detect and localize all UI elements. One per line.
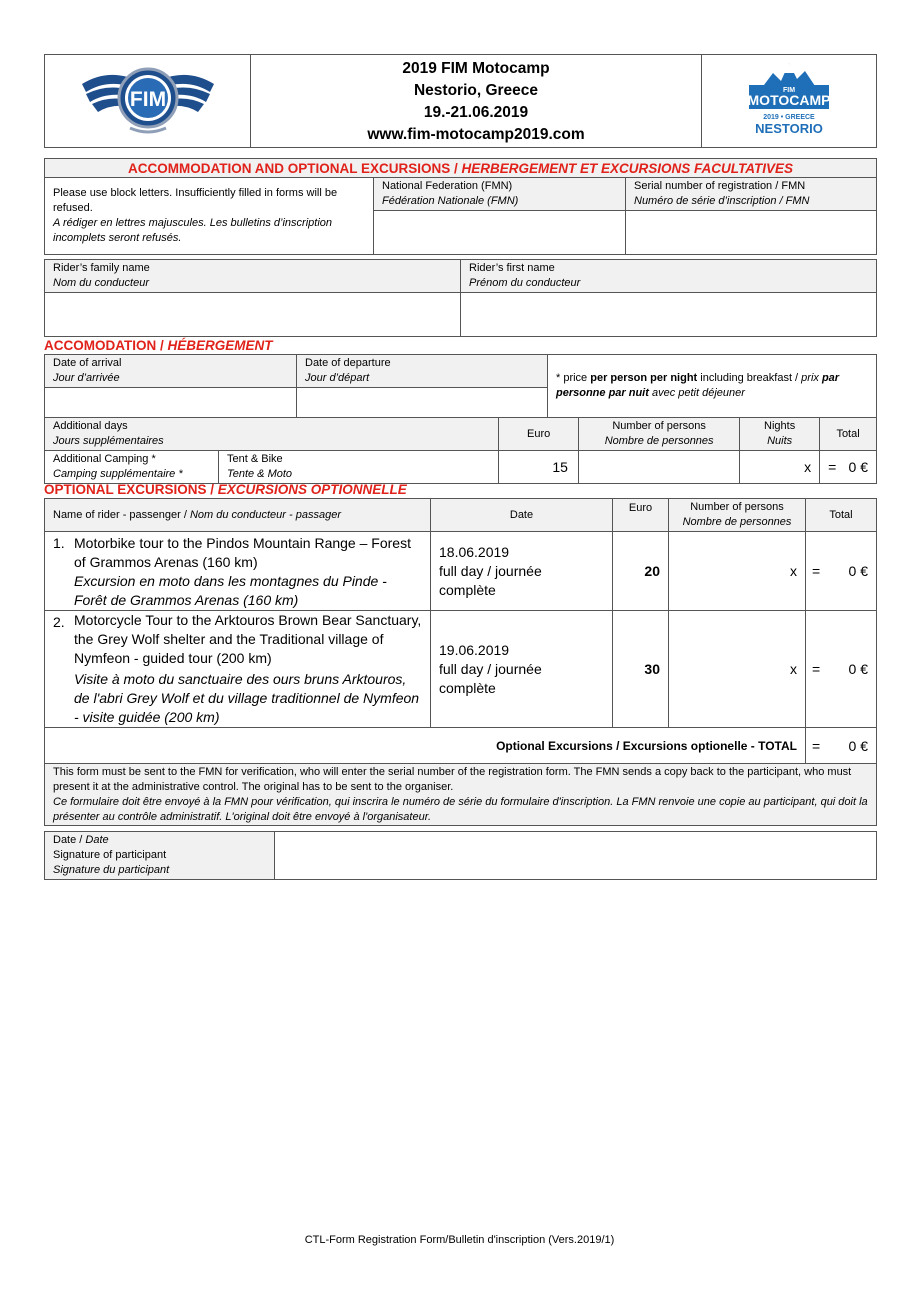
nights-header-fr: Nuits: [767, 435, 793, 447]
excursion-name-header-cell: [45, 499, 431, 532]
motocamp-logo-fim: FIM: [782, 86, 796, 94]
excursion-total-header: Total: [829, 508, 853, 521]
price-note-bold: per person per night: [590, 372, 698, 384]
section1-title-bar: [44, 158, 877, 178]
event-website[interactable]: www.fim-motocamp2019.com: [367, 125, 585, 143]
departure-label-cell: [297, 355, 548, 388]
excursion-1-total: 0 €: [848, 563, 868, 579]
camping-label-cell: [45, 451, 219, 484]
arrival-label-en: Date of arrival: [53, 357, 122, 369]
family-name-label-cell: [45, 260, 461, 293]
accommodation-pricing-table: [44, 417, 877, 484]
signature-label-en: Signature of participant: [53, 849, 167, 861]
event-title: 2019 FIM Motocamp: [402, 59, 550, 77]
persons-header-fr: Nombre de personnes: [604, 435, 714, 447]
section1-title-en: ACCOMMODATION AND OPTIONAL EXCURSIONS /: [127, 161, 462, 176]
excursions-table: [44, 498, 877, 765]
tent-label-en: Tent & Bike: [227, 453, 283, 465]
event-location: Nestorio, Greece: [413, 81, 539, 99]
accommodation-title: [44, 337, 273, 355]
accommodation-title-fr: HÉBERGEMENT: [167, 338, 273, 353]
fmn-label-en: National Federation (FMN): [382, 180, 513, 192]
accommodation-title-en: ACCOMODATION /: [44, 338, 168, 353]
excursion-2-date: 19.06.2019: [439, 641, 510, 658]
total-header: Total: [836, 427, 860, 440]
excursions-title-fr: EXCURSIONS OPTIONNELLE: [217, 482, 407, 497]
excursions-total-label-cell: [45, 728, 806, 765]
serial-label-en: Serial number of registration / FMN: [634, 180, 806, 192]
excursion-1-x: x: [790, 563, 797, 579]
excursion-2-num: 2.: [53, 614, 65, 630]
instructions-en: Please use block letters. Insufficiently filled in forms will be refused.: [53, 187, 338, 214]
footer-note-fr: Ce formulaire doit être envoyé à la FMN pour vérification, qui inscrira le numéro de série du formulaire d'inscription. La FMN renvoie une copie au participant, qui doit la présenter au contrôle administratif. L'original doit être envoyé à l'organisateur.: [53, 796, 868, 823]
excursion-1-total-cell: [806, 532, 877, 611]
excursion-2-duration: full day / journée complète: [439, 660, 542, 696]
euro-header: Euro: [527, 427, 551, 440]
price-note-bold-it: par personne par nuit: [556, 372, 840, 399]
motocamp-logo-name: MOTOCAMP: [747, 91, 831, 108]
excursion-1-num: 1.: [53, 535, 65, 551]
signature-date-fr: Date: [85, 834, 109, 846]
motocamp-logo-icon: [743, 59, 835, 139]
fmn-label-fr: Fédération Nationale (FMN): [382, 195, 519, 207]
fim-logo-text: FIM: [129, 87, 166, 111]
camping-persons-input-cell[interactable]: [579, 451, 740, 484]
arrival-label-fr: Jour d’arrivée: [53, 372, 120, 384]
first-name-label-cell: [461, 260, 877, 293]
instructions-cell: [45, 178, 374, 255]
rider-name-table: [44, 259, 877, 337]
first-name-input-cell[interactable]: [461, 293, 877, 337]
excursion-row-1: [45, 532, 877, 611]
motocamp-logo-sub: 2019 • GREECE: [763, 113, 815, 121]
excursion-1-en: Motorbike tour to the Pindos Mountain Range – Forest of Grammos Arenas (160 km): [74, 535, 411, 570]
excursions-title-en: OPTIONAL EXCURSIONS /: [44, 482, 218, 497]
departure-input-cell[interactable]: [297, 388, 548, 419]
signature-input-cell[interactable]: [275, 832, 877, 880]
section1-title-fr: HERBERGEMENT ET EXCURSIONS FACULTATIVES: [461, 161, 794, 176]
first-name-label-en: Rider’s first name: [469, 262, 555, 274]
excursion-1-price-cell: [613, 532, 669, 611]
arrival-label-cell: [45, 355, 297, 388]
fmn-label-cell: [374, 178, 626, 211]
departure-label-en: Date of departure: [305, 357, 391, 369]
first-name-label-fr: Prénom du conducteur: [469, 277, 581, 289]
excursion-name-header-fr: Nom du conducteur - passager: [189, 508, 341, 521]
footer-note-box: [44, 763, 877, 826]
excursion-1-fr: Excursion en moto dans les montagnes du Pinde - Forêt de Grammos Arenas (160 km): [74, 573, 387, 608]
excursion-2-price-cell: [613, 611, 669, 728]
excursion-2-desc-cell: [45, 611, 431, 728]
excursion-1-eq: =: [812, 563, 821, 579]
price-note-cell: [548, 355, 877, 419]
price-note-star: * price: [556, 372, 591, 384]
camping-price-cell: [499, 451, 579, 484]
excursion-2-persons-input-cell[interactable]: [669, 611, 806, 728]
excursion-1-persons-input-cell[interactable]: [669, 532, 806, 611]
signature-table: [44, 831, 877, 880]
excursion-1-date: 18.06.2019: [439, 543, 510, 560]
excursions-total-label: Optional Excursions / Excursions optionelle - TOTAL: [496, 739, 797, 753]
excursion-persons-header-en: Number of persons: [690, 501, 784, 513]
signature-date-en: Date /: [53, 834, 86, 846]
family-name-label-fr: Nom du conducteur: [53, 277, 149, 289]
tent-label-fr: Tente & Moto: [227, 468, 293, 480]
excursion-row-2: [45, 611, 877, 728]
camping-label-en: Additional Camping *: [53, 453, 156, 465]
price-note-mid: including breakfast /: [697, 372, 802, 384]
accommodation-dates-table: [44, 354, 877, 419]
additional-days-label-fr: Jours supplémentaires: [53, 435, 164, 447]
excursion-2-total-cell: [806, 611, 877, 728]
family-name-label-en: Rider’s family name: [53, 262, 150, 274]
departure-label-fr: Jour d’départ: [305, 372, 370, 384]
tent-label-cell: [219, 451, 499, 484]
arrival-input-cell[interactable]: [45, 388, 297, 419]
excursion-name-header-en: Name of rider - passenger /: [53, 508, 190, 521]
excursion-2-total: 0 €: [848, 661, 868, 677]
page-footer: CTL-Form Registration Form/Bulletin d'inscription (Vers.2019/1): [304, 1234, 615, 1246]
camping-label-fr: Camping supplémentaire *: [53, 468, 183, 480]
price-note-end: avec petit déjeuner: [648, 387, 745, 399]
excursion-1-duration: full day / journée complète: [439, 562, 542, 598]
instructions-fr: A rédiger en lettres majuscules. Les bulletins d’inscription incomplets seront refusés.: [53, 217, 333, 244]
serial-label-cell: [626, 178, 877, 211]
nights-header-cell: [740, 418, 820, 451]
camping-x: x: [804, 459, 812, 475]
excursion-2-price: 30: [644, 661, 660, 677]
camping-eq: =: [828, 459, 837, 475]
excursion-2-fr: Visite à moto du sanctuaire des ours bruns Arktouros, de l'abri Grey Wolf et du village traditionnel de Nymfeon - visite guidée (200 km): [74, 671, 420, 725]
excursion-2-en: Motorcycle Tour to the Arktouros Brown Bear Sanctuary, the Grey Wolf shelter and the Traditional village of Nymfeon - guided tour (200 km): [74, 612, 422, 666]
excursion-date-header-cell: [431, 499, 613, 532]
excursion-persons-header-cell: [669, 499, 806, 532]
family-name-input-cell[interactable]: [45, 293, 461, 337]
nights-header-en: Nights: [764, 420, 796, 432]
event-dates: 19.-21.06.2019: [423, 103, 529, 121]
signature-label-fr: Signature du participant: [53, 864, 170, 876]
excursions-total-eq: =: [812, 738, 821, 754]
price-note-it: prix: [801, 372, 822, 384]
signature-label-cell: [45, 832, 275, 880]
camping-price: 15: [552, 459, 568, 475]
excursion-1-date-cell: [431, 532, 613, 611]
excursion-1-desc-cell: [45, 532, 431, 611]
section1-table: [44, 177, 877, 255]
serial-input-cell[interactable]: [626, 211, 877, 255]
excursion-2-date-cell: [431, 611, 613, 728]
camping-total: 0 €: [848, 459, 868, 475]
persons-header-cell: [579, 418, 740, 451]
additional-days-label-cell: [45, 418, 499, 451]
excursion-persons-header-fr: Nombre de personnes: [682, 516, 792, 528]
excursion-date-header: Date: [509, 508, 534, 521]
euro-header-cell: [499, 418, 579, 451]
excursions-title: [44, 481, 407, 499]
fmn-input-cell[interactable]: [374, 211, 626, 255]
header-title-cell: [251, 55, 702, 148]
camping-total-cell: [820, 451, 877, 484]
excursion-1-price: 20: [644, 563, 660, 579]
camping-nights-input-cell[interactable]: [740, 451, 820, 484]
additional-days-label-en: Additional days: [53, 420, 128, 432]
motocamp-logo-place: NESTORIO: [755, 120, 823, 136]
excursion-2-x: x: [790, 661, 797, 677]
excursion-euro-header-cell: [613, 499, 669, 532]
header-table: [44, 54, 877, 148]
motocamp-logo-cell: [702, 55, 877, 148]
serial-label-fr: Numéro de série d’inscription / FMN: [634, 195, 810, 207]
excursion-2-eq: =: [812, 661, 821, 677]
excursions-total-cell: [806, 728, 877, 765]
persons-header-en: Number of persons: [612, 420, 706, 432]
excursion-total-header-cell: [806, 499, 877, 532]
total-header-cell: [820, 418, 877, 451]
fim-logo-icon: [78, 62, 218, 136]
excursions-total-value: 0 €: [848, 738, 868, 754]
fim-logo-cell: [45, 55, 251, 148]
excursion-euro-header: Euro: [628, 502, 653, 514]
footer-note-en: This form must be sent to the FMN for verification, who will enter the serial number of the registration form. The FMN sends a copy back to the participant, who must present it at the administrative control. The original has to be sent to the organiser.: [53, 766, 852, 793]
